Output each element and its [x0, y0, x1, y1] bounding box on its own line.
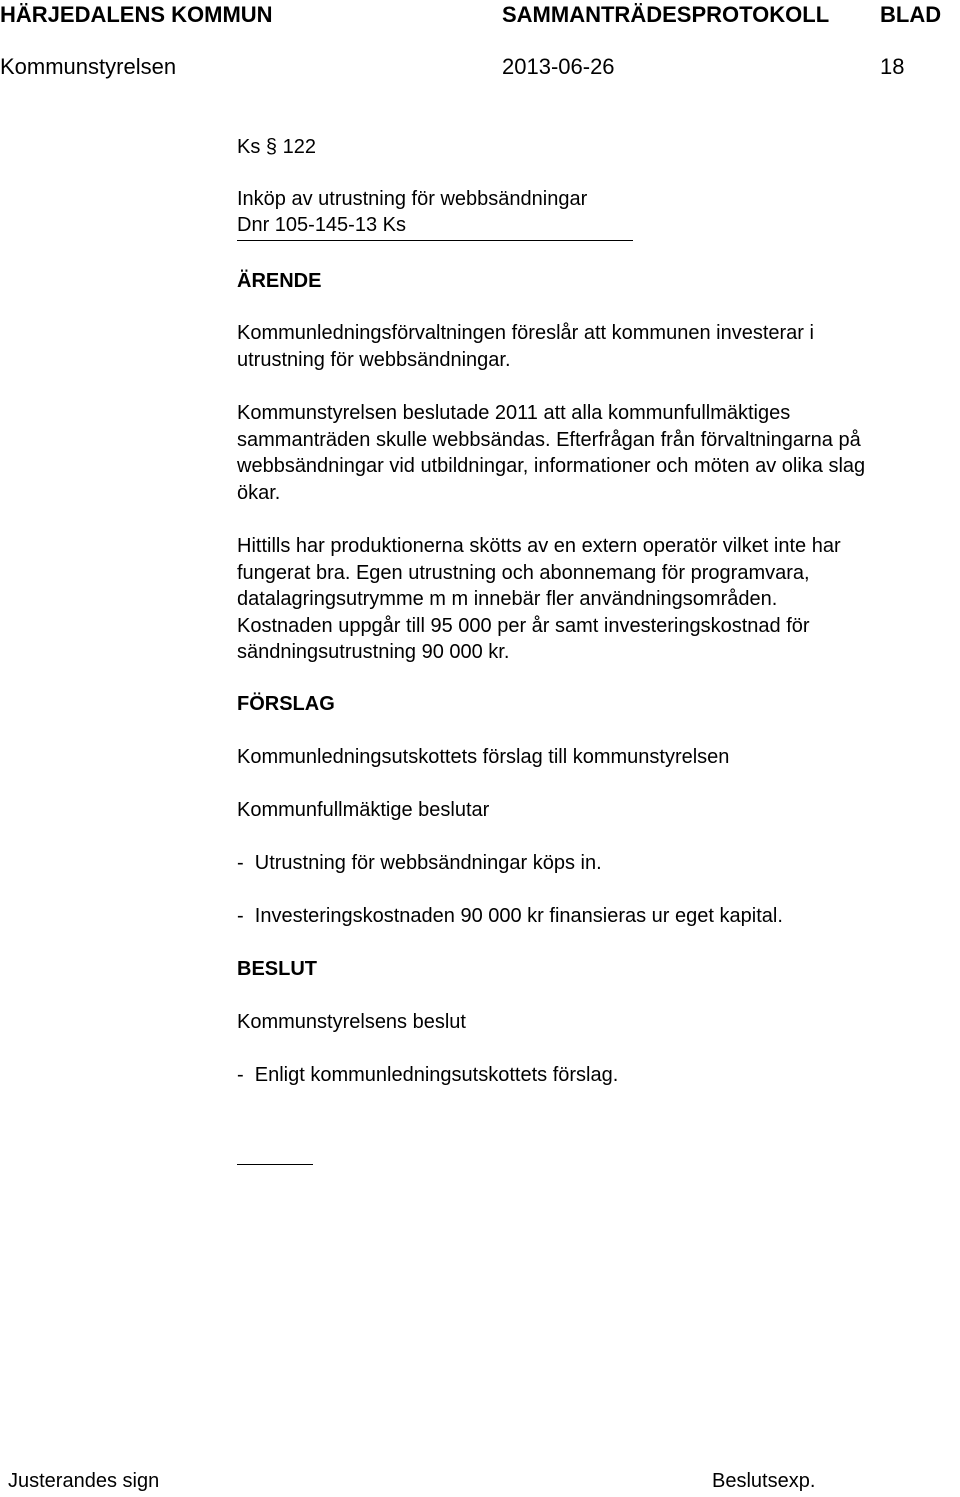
document-type: SAMMANTRÄDESPROTOKOLL [502, 2, 830, 27]
paragraph-number: Ks § 122 [237, 136, 316, 158]
text-line: fungerat bra. Egen utrustning och abonnemang för programvara, [237, 561, 810, 584]
footer-expedition-label: Beslutsexp. [712, 1470, 816, 1492]
text-line: Kostnaden uppgår till 95 000 per år samt investeringskostnad för [237, 614, 810, 637]
footer-signature-label: Justerandes sign [8, 1470, 160, 1492]
forslag-heading: FÖRSLAG [237, 693, 335, 715]
text-line: webbsändningar vid utbildningar, informationer och möten av olika slag [237, 455, 866, 477]
text-line: Kommunledningsförvaltningen föreslår att kommunen investerar i [237, 322, 814, 344]
text-line: sammanträden skulle webbsändas. Efterfrågan från förvaltningarna på [237, 428, 861, 451]
beslut-item: - Enligt kommunledningsutskottets förslag. [237, 1064, 619, 1086]
page-number: 18 [880, 54, 905, 79]
forslag-source: Kommunledningsutskottets förslag till kommunstyrelsen [237, 746, 730, 768]
text-line: Kommunstyrelsen beslutade 2011 att alla kommunfullmäktiges [237, 402, 791, 424]
title-underline [237, 240, 633, 241]
meeting-date: 2013-06-26 [502, 54, 615, 79]
text-line: sändningsutrustning 90 000 kr. [237, 641, 510, 663]
arende-paragraph-3 [237, 533, 959, 666]
text-line: Hittills har produktionerna skötts av en extern operatör vilket inte har [237, 535, 841, 557]
forslag-decider: Kommunfullmäktige beslutar [237, 799, 490, 821]
arende-paragraph-2 [237, 400, 959, 506]
text-line: ökar. [237, 481, 281, 504]
committee-name: Kommunstyrelsen [0, 54, 177, 79]
arende-heading: ÄRENDE [237, 270, 322, 292]
end-rule [237, 1164, 313, 1165]
text-line: datalagringsutrymme m m innebär fler användningsområden. [237, 588, 778, 610]
beslut-heading: BESLUT [237, 958, 317, 980]
municipality-name: HÄRJEDALENS KOMMUN [0, 2, 273, 27]
beslut-decider: Kommunstyrelsens beslut [237, 1011, 466, 1033]
arende-paragraph-1 [237, 320, 959, 373]
case-title: Inköp av utrustning för webbsändningar [237, 188, 588, 210]
text-line: utrustning för webbsändningar. [237, 348, 511, 371]
forslag-item: - Investeringskostnaden 90 000 kr finansieras ur eget kapital. [237, 905, 783, 927]
case-dnr: Dnr 105-145-13 Ks [237, 214, 406, 236]
blad-label: BLAD [880, 2, 942, 27]
forslag-item: - Utrustning för webbsändningar köps in. [237, 852, 602, 874]
